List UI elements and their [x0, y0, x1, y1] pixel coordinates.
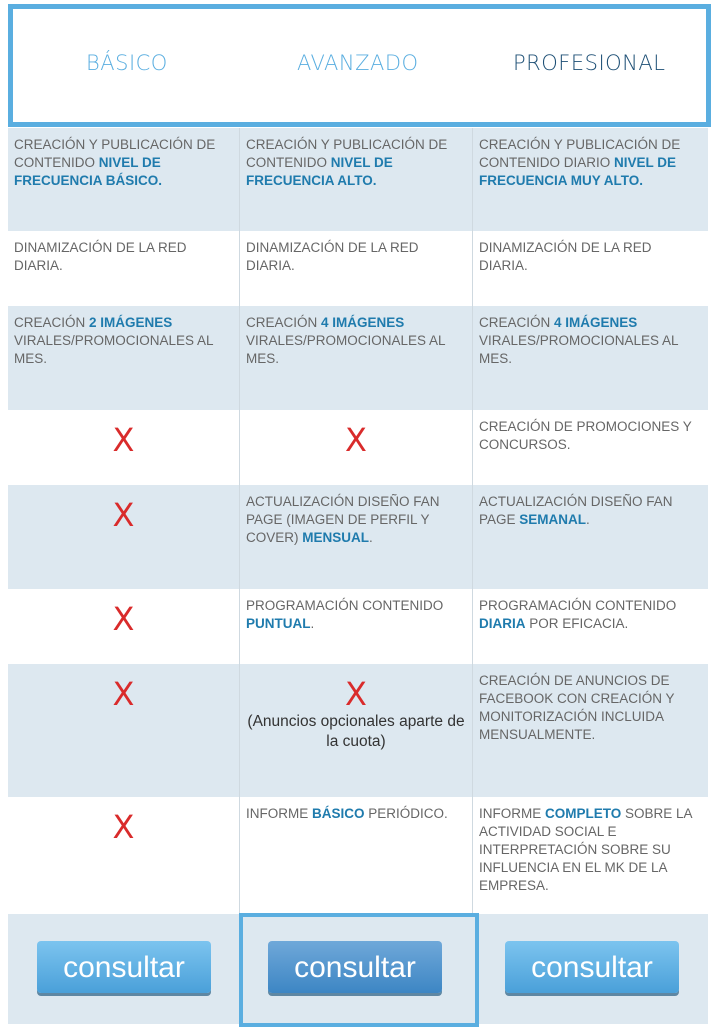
cell-basic: CREACIÓN Y PUBLICACIÓN DE CONTENIDO NIVEL DE FRECUENCIA BÁSICO. — [8, 128, 240, 231]
plan-title-basic: BÁSICO — [86, 51, 168, 75]
cell-advanced — [240, 410, 473, 485]
cell-advanced: ACTUALIZACIÓN DISEÑO FAN PAGE (IMAGEN DE PERFIL Y COVER) MENSUAL. — [240, 485, 473, 589]
cell-professional: CREACIÓN DE ANUNCIOS DE FACEBOOK CON CREACIÓN Y MONITORIZACIÓN INCLUIDA MENSUALMENTE. — [479, 673, 675, 742]
cell-basic: CREACIÓN 2 IMÁGENES VIRALES/PROMOCIONALES AL MES. — [8, 306, 240, 410]
cross-icon: X — [112, 808, 135, 846]
cell-advanced: CREACIÓN 4 IMÁGENES VIRALES/PROMOCIONALES AL MES. — [240, 306, 473, 410]
cell-professional: ACTUALIZACIÓN DISEÑO FAN PAGE SEMANAL. — [479, 494, 673, 527]
cell-advanced: PROGRAMACIÓN CONTENIDO PUNTUAL. — [240, 589, 473, 664]
cell-basic — [8, 664, 240, 797]
table-row — [8, 128, 708, 231]
cell-professional: INFORME COMPLETO SOBRE LA ACTIVIDAD SOCIAL E INTERPRETACIÓN SOBRE SU INFLUENCIA EN EL MK DE LA EMPRESA. — [479, 806, 692, 893]
cross-icon: X — [112, 421, 135, 459]
selected-plan-frame — [239, 913, 479, 1027]
cell-advanced: CREACIÓN Y PUBLICACIÓN DE CONTENIDO NIVEL DE FRECUENCIA ALTO. — [240, 128, 473, 231]
table-row — [8, 410, 708, 485]
cell-advanced: DINAMIZACIÓN DE LA RED DIARIA. — [240, 231, 473, 306]
plan-title-advanced: AVANZADO — [297, 51, 419, 75]
cell-basic — [8, 589, 240, 664]
cell-professional: DINAMIZACIÓN DE LA RED DIARIA. — [479, 240, 652, 273]
table-row — [8, 664, 708, 797]
cell-professional: CREACIÓN DE PROMOCIONES Y CONCURSOS. — [479, 419, 692, 452]
cell-advanced — [240, 664, 473, 797]
ads-note: (Anuncios opcionales aparte de la cuota) — [247, 713, 465, 750]
plans-header — [8, 4, 711, 127]
consult-advanced-button[interactable]: consultar — [268, 941, 442, 993]
table-row — [8, 485, 708, 589]
cross-icon: X — [112, 496, 135, 534]
cell-basic — [8, 485, 240, 589]
consult-professional-button[interactable]: consultar — [505, 941, 679, 993]
cross-icon: X — [345, 421, 367, 459]
comparison-table — [8, 128, 708, 914]
cross-icon: X — [345, 675, 367, 713]
cell-basic — [8, 797, 240, 914]
consult-basic-button[interactable]: consultar — [37, 941, 211, 993]
cell-basic — [8, 410, 240, 485]
table-row — [8, 797, 708, 914]
cell-professional: CREACIÓN 4 IMÁGENES VIRALES/PROMOCIONALES AL MES. — [479, 315, 679, 366]
cell-advanced: INFORME BÁSICO PERIÓDICO. — [240, 797, 473, 914]
cross-icon: X — [112, 675, 135, 713]
table-row — [8, 589, 708, 664]
table-row — [8, 231, 708, 306]
cell-professional: CREACIÓN Y PUBLICACIÓN DE CONTENIDO DIARIO NIVEL DE FRECUENCIA MUY ALTO. — [479, 137, 681, 188]
plan-title-professional: PROFESIONAL — [513, 51, 666, 75]
cell-basic: DINAMIZACIÓN DE LA RED DIARIA. — [8, 231, 240, 306]
table-row — [8, 306, 708, 410]
cross-icon: X — [112, 600, 135, 638]
cell-professional: PROGRAMACIÓN CONTENIDO DIARIA POR EFICACIA. — [479, 598, 677, 631]
